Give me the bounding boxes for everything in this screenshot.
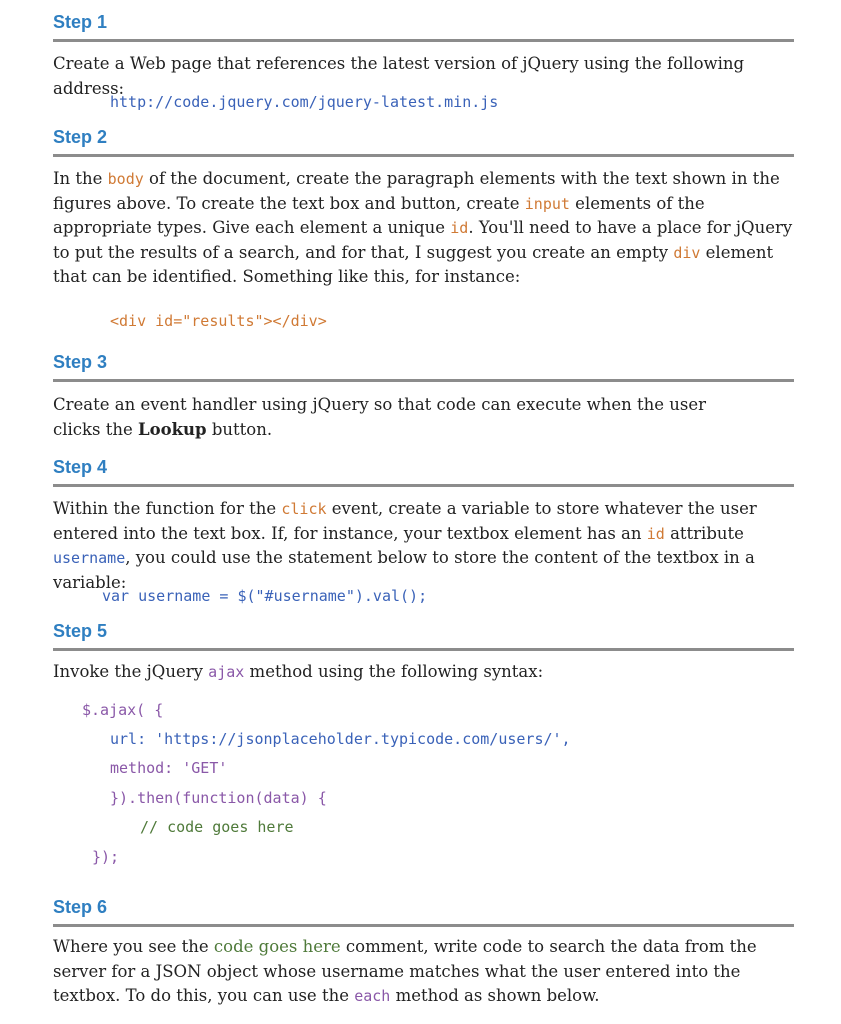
- inline-code-click: click: [281, 500, 327, 518]
- text: In the: [53, 169, 108, 188]
- step-2-code-div: <div id="results"></div>: [110, 312, 327, 330]
- text: method as shown below.: [390, 986, 600, 1005]
- inline-code-id: id: [646, 524, 665, 543]
- inline-code-each: each: [354, 987, 391, 1005]
- text: Within the function for the: [53, 499, 282, 518]
- code-line-2: url: 'https://jsonplaceholder.typicode.com/users/',: [110, 730, 571, 748]
- text: attribute: [664, 523, 744, 543]
- step-1-code-url: http://code.jquery.com/jquery-latest.min.js: [110, 93, 499, 111]
- step-4-heading: Step 4: [53, 456, 794, 487]
- inline-code-input: input: [524, 194, 570, 213]
- text: Where you see the: [53, 937, 214, 956]
- step-6-heading: Step 6: [53, 896, 794, 927]
- inline-code-body: body: [107, 170, 144, 188]
- step-2-heading: Step 2: [53, 126, 794, 157]
- step-3-paragraph: [53, 393, 733, 442]
- text: of the document, create the paragraph elements with the text shown in the figures above. To create the text box and button, create: [53, 169, 780, 213]
- text: event, create a variable to store whatever the user entered into the text box. If, for instance, your textbox element has an: [53, 499, 757, 543]
- step-5-paragraph: [53, 660, 798, 685]
- bold-lookup: Lookup: [138, 419, 207, 439]
- step-4-paragraph: [53, 497, 798, 595]
- inline-code-div: div: [673, 243, 701, 262]
- code-line-3: method: 'GET': [110, 759, 228, 777]
- text: comment, write code to search the data from the server for a JSON object whose username matches what the user entered into the textbox. To do this, you can use the: [53, 937, 757, 1005]
- inline-code-ajax: ajax: [208, 663, 245, 681]
- step-3-heading: Step 3: [53, 351, 794, 382]
- step-5-heading: Step 5: [53, 620, 794, 651]
- text: elements of the appropriate types. Give each element a unique: [53, 193, 705, 237]
- step-4-code-statement: var username = $("#username").val();: [102, 587, 428, 605]
- text: . You'll need to have a place for jQuery to put the results of a search, and for that, I suggest you create an empty: [53, 218, 793, 262]
- text: Create an event handler using jQuery so that code can execute when the user clicks the: [53, 395, 706, 439]
- code-line-6: });: [92, 848, 120, 866]
- step-1-heading: Step 1: [53, 11, 794, 42]
- code-line-4: }).then(function(data) {: [110, 789, 327, 807]
- text: Invoke the jQuery: [53, 662, 209, 681]
- code-line-5-comment: // code goes here: [140, 818, 294, 836]
- step-1-paragraph: Create a Web page that references the latest version of jQuery using the following address:: [53, 54, 745, 98]
- inline-code-id: id: [450, 219, 469, 237]
- step-6-paragraph: [53, 935, 798, 1009]
- inline-code-username: username: [53, 549, 126, 567]
- text: element that can be identified. Something like this, for instance:: [53, 242, 774, 286]
- step-2-paragraph: [53, 167, 798, 290]
- text: , you could use the statement below to store the content of the textbox in a variable:: [53, 548, 755, 592]
- text: method using the following syntax:: [244, 662, 544, 681]
- code-line-1: $.ajax( {: [82, 701, 164, 719]
- text: button.: [206, 419, 273, 439]
- inline-code-goes-here: code goes here: [213, 937, 341, 956]
